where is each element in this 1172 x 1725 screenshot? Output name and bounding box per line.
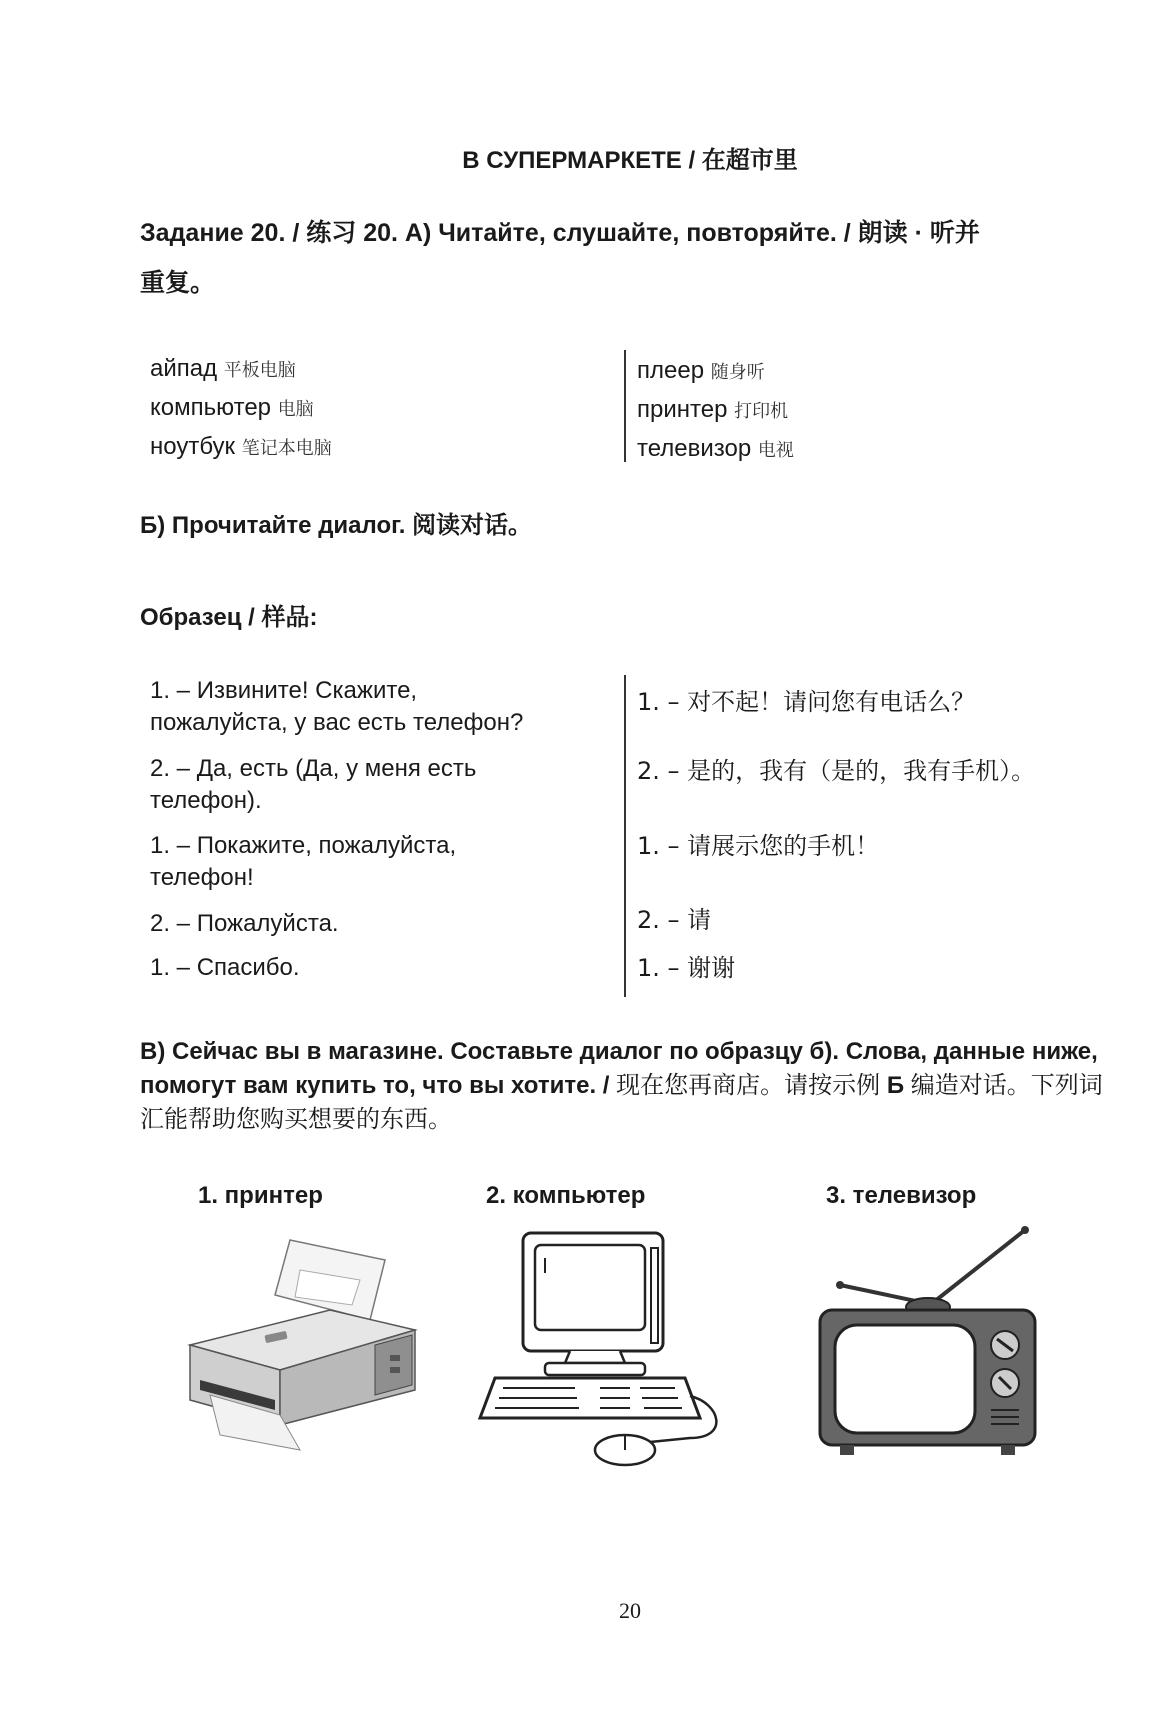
dialog-zh-3: 1. – 请展示您的手机！ <box>637 832 880 860</box>
section-v-zh-2: 编造对话。下列词汇能帮助您购买想要的东西。 <box>140 1072 1103 1133</box>
vocab-item <box>150 389 332 428</box>
dialog-ru-5 <box>150 952 300 984</box>
vocab-word-ru: телевизор <box>637 435 752 462</box>
sample-heading: Образец / 样品: <box>140 604 318 631</box>
section-v-b-letter: Б <box>886 1072 905 1099</box>
vocab-right-column <box>637 352 794 469</box>
vocab-item <box>637 391 794 430</box>
vocab-word-zh: 平板电脑 <box>223 360 296 381</box>
section-v-ru: В) Сейчас вы в магазине. Составьте диалог по образцу б). Слова, данные ниже, помогут вам купить то, что вы хотите. / <box>140 1038 1098 1099</box>
vocab-divider <box>624 350 626 462</box>
printer-illustration <box>180 1235 420 1455</box>
dialog-ru-4 <box>150 908 339 940</box>
dialog-ru-2 <box>150 753 476 817</box>
dialog-line: 1. – Покажите, пожалуйста, <box>150 832 457 859</box>
dialog-divider <box>624 675 626 997</box>
task-20-line-1: Задание 20. / 练习 20. А) Читайте, слушайте, повторяйте. / 朗读 · 听并 <box>140 219 980 247</box>
vocab-word-ru: ноутбук <box>150 433 236 460</box>
dialog-zh-1: 1. – 对不起！请问您有电话么？ <box>637 688 976 716</box>
item-label-printer: 1. принтер <box>198 1182 323 1209</box>
section-v-instruction <box>140 1035 1115 1137</box>
vocab-word-ru: принтер <box>637 396 728 423</box>
vocab-left-column <box>150 350 332 467</box>
dialog-line: 1. – Спасибо. <box>150 954 300 981</box>
vocab-item <box>637 430 794 469</box>
task-20-instruction <box>140 208 1115 308</box>
vocab-word-ru: айпад <box>150 355 218 382</box>
item-label-tv: 3. телевизор <box>826 1182 977 1209</box>
vocab-word-zh: 电脑 <box>277 399 314 420</box>
vocab-word-zh: 打印机 <box>734 401 789 422</box>
task-20-line-2: 重复。 <box>140 269 216 297</box>
tv-illustration <box>815 1225 1055 1465</box>
vocab-item <box>150 428 332 467</box>
dialog-line: телефон! <box>150 864 254 891</box>
dialog-zh-2: 2. – 是的，我有（是的，我有手机）。 <box>637 757 1036 785</box>
computer-illustration <box>475 1228 735 1468</box>
dialog-zh-4: 2. – 请 <box>637 906 712 934</box>
dialog-ru-3 <box>150 830 456 894</box>
item-label-computer: 2. компьютер <box>486 1182 646 1209</box>
vocab-word-zh: 电视 <box>757 440 794 461</box>
vocab-word-zh: 笔记本电脑 <box>241 438 332 459</box>
vocab-item <box>150 350 332 389</box>
dialog-line: 1. – Извините! Скажите, <box>150 677 418 704</box>
section-b-heading: Б) Прочитайте диалог. 阅读对话。 <box>140 512 533 539</box>
dialog-zh-5: 1. – 谢谢 <box>637 954 736 982</box>
dialog-line: 2. – Да, есть (Да, у меня есть <box>150 755 477 782</box>
vocab-word-ru: плеер <box>637 357 705 384</box>
section-v-zh-1: 现在您再商店。请按示例 <box>609 1072 887 1099</box>
vocab-word-ru: компьютер <box>150 394 272 421</box>
vocab-word-zh: 随身听 <box>710 362 765 383</box>
dialog-line: пожалуйста, у вас есть телефон? <box>150 709 524 736</box>
dialog-line: телефон). <box>150 787 262 814</box>
dialog-line: 2. – Пожалуйста. <box>150 910 339 937</box>
dialog-ru-1 <box>150 675 523 739</box>
vocab-item <box>637 352 794 391</box>
page-number: 20 <box>619 1598 641 1623</box>
page-title: В СУПЕРМАРКЕТЕ / 在超市里 <box>462 147 798 174</box>
